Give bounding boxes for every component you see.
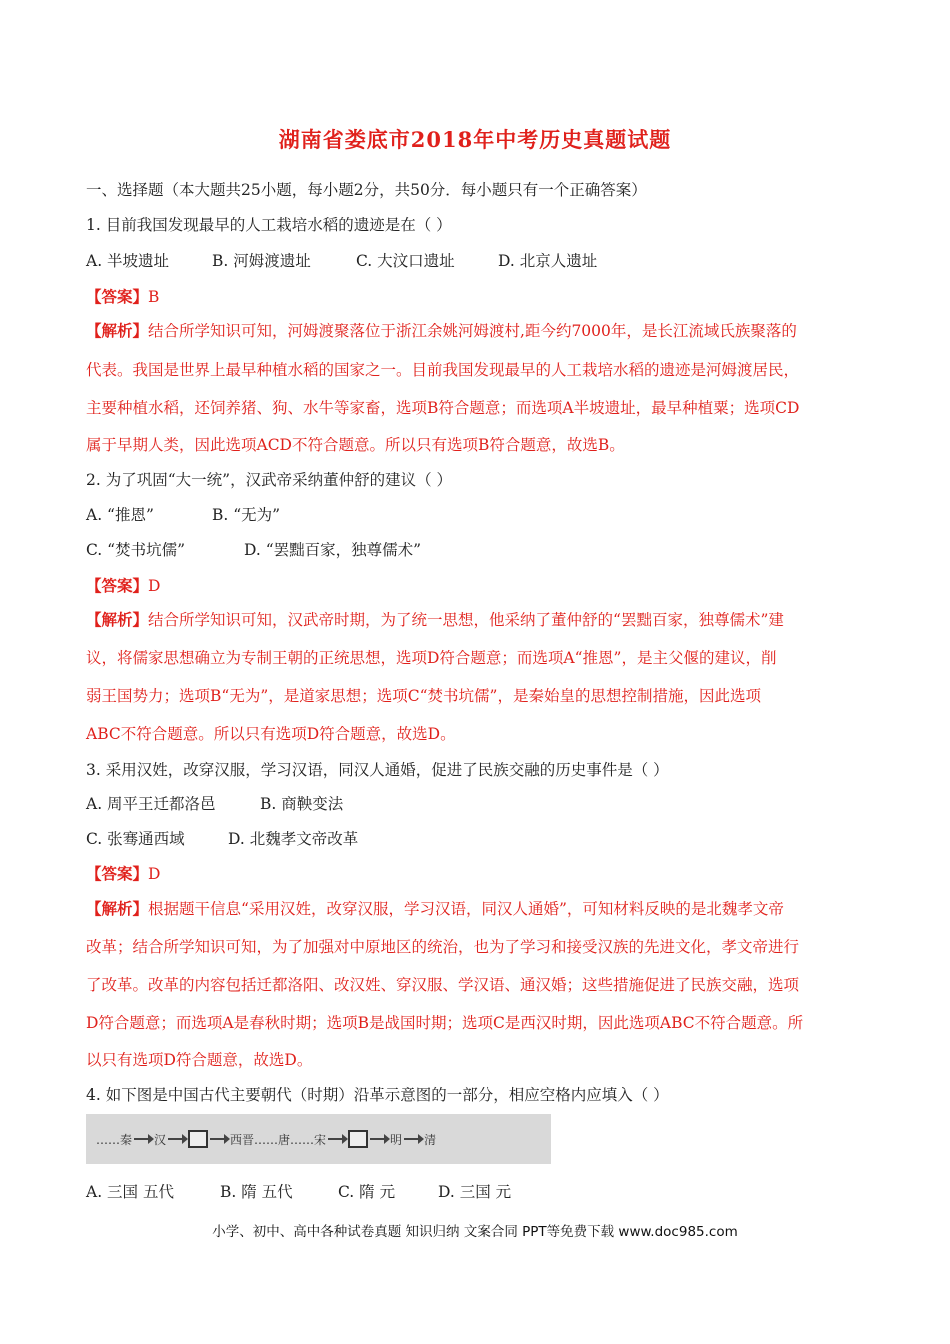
page-footer: 小学、初中、高中各种试卷真题 知识归纳 文案合同 PPT等免费下载 www.doc985.com — [212, 1224, 738, 1240]
question-3-answer: 【答案】D — [86, 864, 161, 883]
option-a: A. 周平王迁都洛邑 — [86, 795, 216, 813]
question-1-analysis-line: 属于早期人类，因此选项ACD不符合题意。所以只有选项B符合题意，故选B。 — [86, 436, 625, 454]
arrow-right-icon — [404, 1138, 422, 1140]
option-d: D. 北魏孝文帝改革 — [228, 830, 359, 848]
question-3-analysis-line: 以只有选项D符合题意，故选D。 — [86, 1051, 313, 1069]
question-4-options — [86, 1182, 511, 1202]
option-a: A. 半坡遗址 — [86, 252, 170, 270]
question-1-options — [86, 251, 597, 271]
question-3-analysis-line: D符合题意；而选项A是春秋时期；选项B是战国时期；选项C是西汉时期，因此选项ABC不符合题意。所 — [86, 1014, 804, 1032]
timeline-label: 汉 — [154, 1132, 167, 1147]
option-d: D. 北京人遗址 — [498, 252, 598, 270]
option-b: B. 隋 五代 — [220, 1183, 293, 1201]
timeline-label: 明 — [390, 1132, 403, 1147]
question-4-stem: 4. 如下图是中国古代主要朝代（时期）沿革示意图的一部分，相应空格内应填入（ ） — [86, 1086, 669, 1104]
page-title: 湖南省娄底市2018年中考历史真题试题 — [278, 127, 672, 152]
option-c: C. 张骞通西域 — [86, 830, 185, 848]
question-1-stem: 1. 目前我国发现最早的人工栽培水稻的遗迹是在（ ） — [86, 216, 452, 234]
timeline-label: ……秦 — [96, 1132, 133, 1147]
blank-box — [188, 1130, 208, 1148]
arrow-right-icon — [134, 1138, 152, 1140]
question-2-options-row — [86, 540, 421, 560]
question-3-analysis-line: 改革；结合所学知识可知，为了加强对中原地区的统治，也为了学习和接受汉族的先进文化，孝文帝进行 — [86, 938, 800, 956]
question-2-options-row — [86, 505, 280, 525]
question-3-stem: 3. 采用汉姓，改穿汉服，学习汉语，同汉人通婚，促进了民族交融的历史事件是（ ） — [86, 761, 669, 779]
option-c: C. 隋 元 — [338, 1183, 396, 1201]
question-1-analysis-line: 代表。我国是世界上最早种植水稻的国家之一。目前我国发现最早的人工栽培水稻的遗迹是河姆渡居民， — [86, 361, 800, 379]
question-2-analysis-line: 议，将儒家思想确立为专制王朝的正统思想，选项D符合题意；而选项A“推恩”，是主父偃的建议，削 — [86, 649, 777, 667]
option-b: B. 商鞅变法 — [260, 795, 344, 813]
timeline-label: 清 — [424, 1132, 437, 1147]
option-b: B. “无为” — [212, 506, 281, 524]
question-1-analysis-line: 主要种植水稻，还饲养猪、狗、水牛等家畜，选项B符合题意；而选项A半坡遗址，最早种植粟；选项CD — [86, 399, 800, 417]
question-2-stem: 2. 为了巩固“大一统”，汉武帝采纳董仲舒的建议（ ） — [86, 471, 452, 489]
arrow-right-icon — [370, 1138, 388, 1140]
arrow-right-icon — [328, 1138, 346, 1140]
option-a: A. 三国 五代 — [86, 1183, 174, 1201]
dynasty-timeline-image — [86, 1114, 551, 1164]
question-1-answer: 【答案】B — [86, 287, 160, 306]
option-c: C. 大汶口遗址 — [356, 252, 455, 270]
arrow-right-icon — [168, 1138, 186, 1140]
question-2-analysis-line: 弱王国势力；选项B“无为”，是道家思想；选项C“焚书坑儒”，是秦始皇的思想控制措施，因此选项 — [86, 687, 761, 705]
question-2-answer: 【答案】D — [86, 576, 161, 595]
arrow-right-icon — [210, 1138, 228, 1140]
timeline-label: 西晋……唐……宋 — [230, 1132, 327, 1147]
question-1-analysis-line: 【解析】结合所学知识可知，河姆渡聚落位于浙江余姚河姆渡村,距今约7000年，是长江流域氏族聚落的 — [86, 321, 797, 340]
question-3-options-row — [86, 829, 358, 849]
question-3-options-row — [86, 794, 343, 814]
question-2-analysis-line: ABC不符合题意。所以只有选项D符合题意，故选D。 — [86, 725, 456, 743]
option-d: D. 三国 元 — [438, 1183, 512, 1201]
option-c: C. “焚书坑儒” — [86, 541, 186, 559]
option-b: B. 河姆渡遗址 — [212, 252, 311, 270]
question-3-analysis-line: 了改革。改革的内容包括迁都洛阳、改汉姓、穿汉服、学汉语、通汉婚；这些措施促进了民族交融，选项 — [86, 976, 800, 994]
section-heading: 一、选择题（本大题共25小题，每小题2分，共50分．每小题只有一个正确答案） — [86, 181, 647, 199]
question-2-analysis-line: 【解析】结合所学知识可知，汉武帝时期，为了统一思想，他采纳了董仲舒的“罢黜百家，独尊儒术”建 — [86, 610, 784, 629]
blank-box — [348, 1130, 368, 1148]
question-3-analysis-line: 【解析】根据题干信息“采用汉姓，改穿汉服，学习汉语，同汉人通婚”，可知材料反映的是北魏孝文帝 — [86, 899, 784, 918]
option-d: D. “罢黜百家，独尊儒术” — [244, 541, 422, 559]
option-a: A. “推恩” — [86, 506, 154, 524]
